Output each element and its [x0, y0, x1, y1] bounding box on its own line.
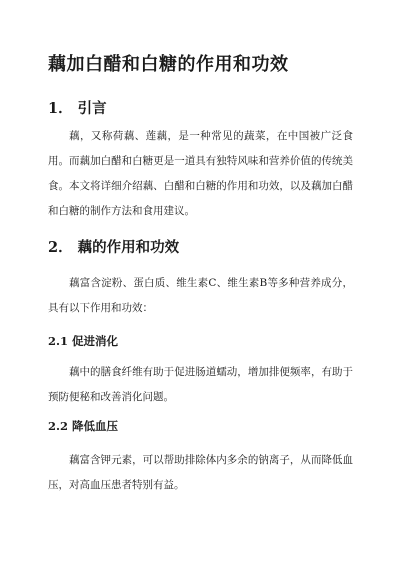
section-heading-introduction: 1． 引言 — [48, 100, 107, 117]
section-heading-lotus-effects: 2． 藕的作用和功效 — [48, 239, 180, 256]
subsection-paragraph-blood-pressure: 藕富含钾元素，可以帮助排除体内多余的钠离子，从而降低血压，对高血压患者特别有益。 — [48, 454, 353, 491]
document-title: 藕加白醋和白糖的作用和功效 — [48, 54, 289, 75]
subsection-paragraph-digestion: 藕中的膳食纤维有助于促进肠道蠕动，增加排便频率，有助于预防便秘和改善消化问题。 — [48, 366, 353, 403]
section-paragraph-lotus-effects: 藕富含淀粉、蛋白质、维生素C、维生素B等多种营养成分，具有以下作用和功效： — [48, 277, 353, 314]
section-paragraph-introduction: 藕，又称荷藕、莲藕，是一种常见的蔬菜，在中国被广泛食用。而藕加白醋和白糖更是一道具有独特风味和营养价值的传统美食。本文将详细介绍藕、白醋和白糖的作用和功效，以及藕加白醋和白糖的制作方法和食用建议。 — [48, 130, 353, 217]
subsection-heading-digestion: 2.1 促进消化 — [48, 334, 119, 348]
subsection-heading-blood-pressure: 2.2 降低血压 — [48, 419, 119, 433]
